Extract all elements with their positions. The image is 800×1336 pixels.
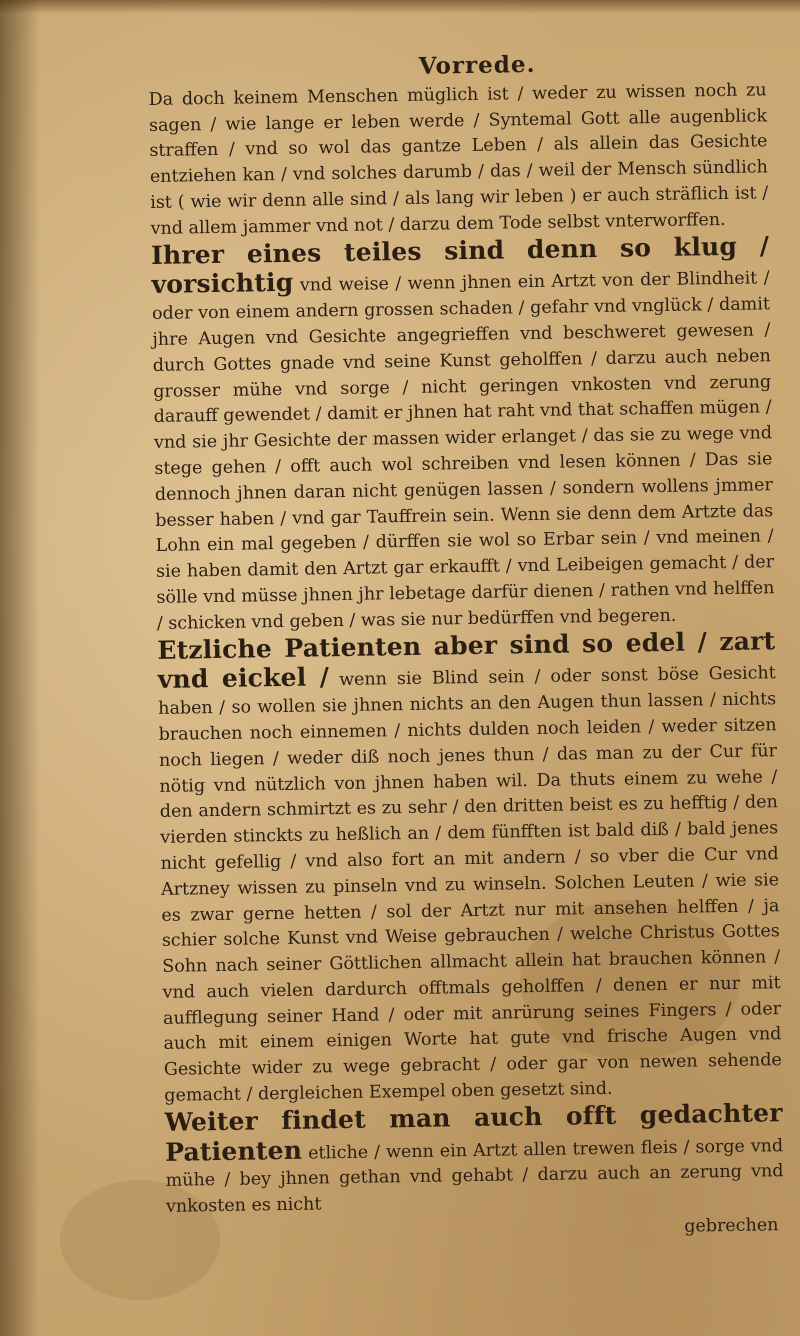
paragraph-3-text: wenn sie Blind sein / oder sonst böse Gesicht haben / so wollen sie jhnen nichts an den Augen thun lassen / nichts brauchen noch einnemen / nichts dulden noch leiden / weder sitzen noch liegen / weder diß noch jenes thun / das man zu der Cur für nötig vnd nützlich von jhnen haben wil. Da thuts einem zu wehe / den andern schmirtzt es zu sehr / den dritten beist es zu hefftig / den vierden stinckts zu heßlich an / dem fünfften ist bald diß / bald jenes nicht gefellig / vnd also fort an mit andern / so vber die Cur vnd Artzney wissen zu pinseln vnd zu winseln. Solchen Leuten / wie sie es zwar gerne hetten / sol der Artzt nur mit ansehen helffen / ja schier solche Kunst vnd Weise gebrauchen / welche Christus Gottes Sohn nach seiner Göttlichen allmacht allein hat brauchen können / vnd auch vielen dardurch offtmals geholffen / denen er nur mit aufflegung seiner Hand / oder mit anrürung seines Fingers / oder auch mit einem einigen Worte hat gute vnd frische Augen vnd Gesichte wider zu wege gebracht / oder gar von newen sehende gemacht / dergleichen Exempel oben gesetzt sind.: [158, 663, 782, 1106]
paragraph-4-text: etliche / wenn ein Artzt allen trewen fleis / sorge vnd mühe / bey jhnen gethan vnd gehabt / darzu auch an zerung vnd vnkosten es nicht: [165, 1135, 784, 1218]
page-header: Vorrede.: [418, 50, 536, 80]
page-text-block: [148, 48, 785, 1248]
paragraph-3-lead: Etzliche Patienten aber sind so edel / zart vnd eickel /: [157, 625, 776, 695]
paragraph-4: [165, 1100, 785, 1221]
page-top-edge: [0, 0, 800, 14]
catchword: gebrechen: [684, 1215, 779, 1237]
paragraph-2: [150, 230, 775, 638]
paragraph-2-text: vnd weise / wenn jhnen ein Artzt von der Blindheit / oder von einem andern grossen schaden / gefahr vnd vnglück / damit jhre Augen vnd Gesichte angegrieffen vnd beschweret gewesen / durch Gottes gnade vnd seine Kunst geholffen / darzu auch neben grosser mühe vnd sorge / nicht geringen vnkosten vnd zerung darauff gewendet / damit er jhnen hat raht vnd that schaffen mügen / vnd sie jhr Gesichte der massen wider erlanget / das sie zu wege vnd stege gehen / offt auch wol schreiben vnd lesen können / Das sie dennoch jhnen daran nicht genügen lassen / sondern wollens jmmer besser haben / vnd gar Tauffrein sein. Wenn sie denn dem Artzte das Lohn ein mal gegeben / dürffen sie wol so Erbar sein / vnd meinen / sie haben damit den Artzt gar erkaufft / vnd Leibeigen gemacht / der sölle vnd müsse jhnen jhr lebetage darfür dienen / rathen vnd helffen / schicken vnd geben / was sie nur bedürffen vnd begeren.: [151, 268, 775, 634]
page-gutter-shadow: [0, 0, 40, 1336]
paragraph-1: [148, 78, 768, 242]
paragraph-2-lead: Ihrer eines teiles sind denn so klug / vorsichtig: [150, 230, 770, 300]
paragraph-3: [157, 625, 782, 1110]
paragraph-1-text: Da doch keinem Menschen müglich ist / weder zu wissen noch zu sagen / wie lange er leben werde / Syntemal Gott alle augenblick straffen / vnd so wol das gantze Leben / als allein das Gesichte entziehen kan / vnd solches darumb / das / weil der Mensch sündlich ist ( wie wir denn alle sind / als lang wir leben ) er auch sträflich ist / vnd allem jammer vnd not / darzu dem Tode selbst vnterworffen.: [148, 80, 769, 239]
paragraph-4-lead: Weiter findet man auch offt gedachter Patienten: [164, 1098, 783, 1167]
